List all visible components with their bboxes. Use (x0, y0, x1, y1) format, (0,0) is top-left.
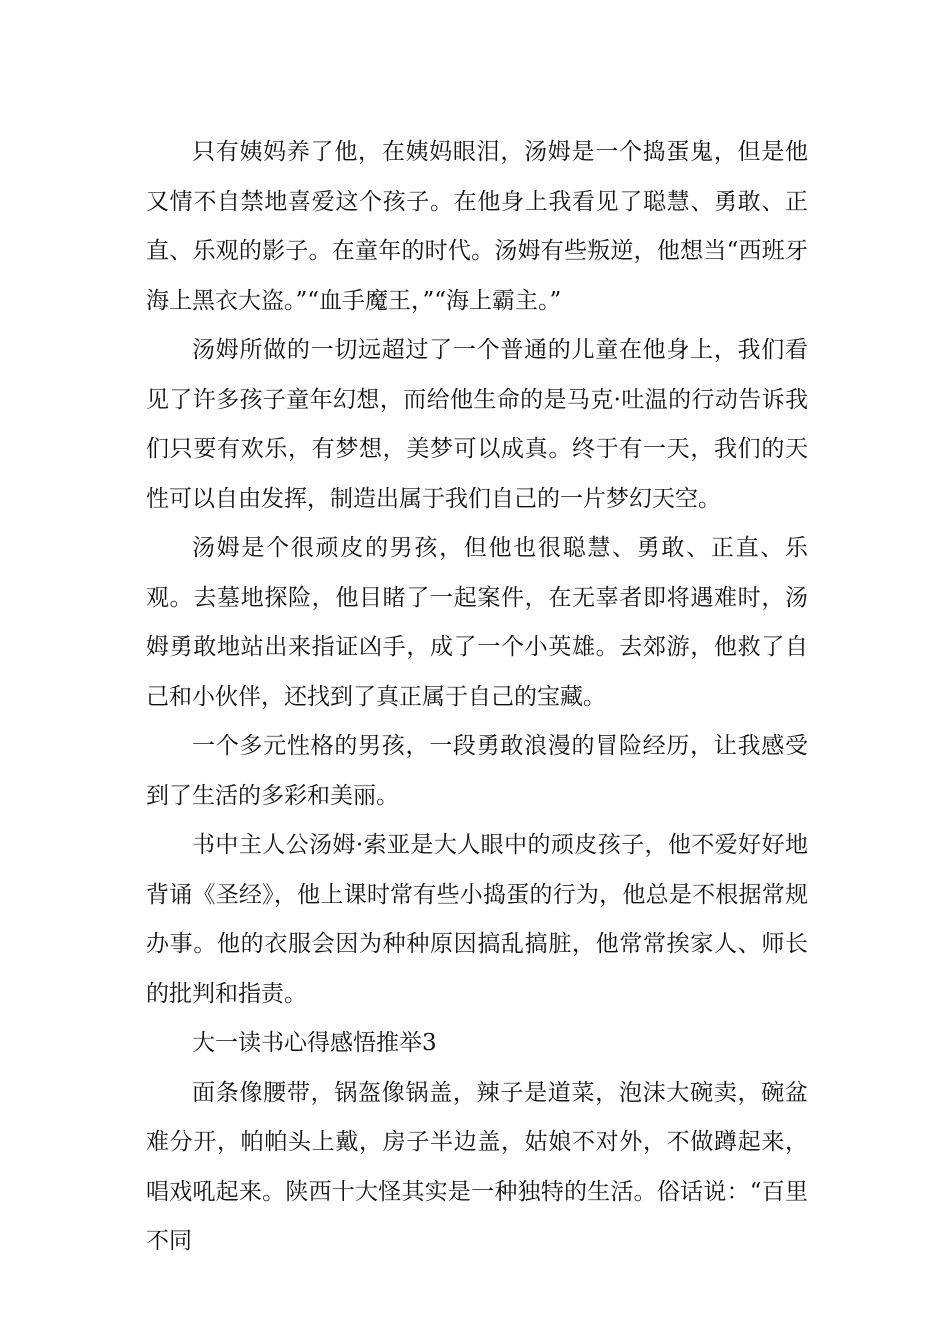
paragraph-shaanxi-customs: 面条像腰带，锅盔像锅盖，辣子是道菜，泡沫大碗卖，碗盆难分开，帕帕头上戴，房子半边盖，姑娘不对外，不做蹲起来，唱戏吼起来。陕西十大怪其实是一种独特的生活。俗话说：“百里不同 (146, 1079, 808, 1254)
paragraph-tom-aunt: 只有姨妈养了他，在姨妈眼泪，汤姆是一个捣蛋鬼，但是他又情不自禁地喜爱这个孩子。在他身上我看见了聪慧、勇敢、正直、乐观的影子。在童年的时代。汤姆有些叛逆，他想当“西班牙海上黑衣大盗。”“血手魔王，”“海上霸主。” (146, 139, 808, 314)
paragraph-tom-sawyer-naughty: 书中主人公汤姆·索亚是大人眼中的顽皮孩子，他不爱好好地背诵《圣经》，他上课时常有些小捣蛋的行为，他总是不根据常规办事。他的衣服会因为种种原因搞乱搞脏，他常常挨家人、师长的批判和指责。 (146, 832, 808, 1007)
section-heading: 大一读书心得感悟推举3 (192, 1030, 437, 1056)
paragraph-tom-brave: 汤姆是个很顽皮的男孩，但他也很聪慧、勇敢、正直、乐观。去墓地探险，他目睹了一起案件，在无辜者即将遇难时，汤姆勇敢地站出来指证凶手，成了一个小英雄。去郊游，他救了自己和小伙伴，还找到了真正属于自己的宝藏。 (146, 535, 808, 710)
paragraph-childhood-dreams: 汤姆所做的一切远超过了一个普通的儿童在他身上，我们看见了许多孩子童年幻想，而给他生命的是马克·吐温的行动告诉我们只要有欢乐，有梦想，美梦可以成真。终于有一天，我们的天性可以自由发挥，制造出属于我们自己的一片梦幻天空。 (146, 337, 808, 512)
document-body (146, 128, 808, 1267)
paragraph-adventure-summary: 一个多元性格的男孩，一段勇敢浪漫的冒险经历，让我感受到了生活的多彩和美丽。 (146, 733, 808, 809)
